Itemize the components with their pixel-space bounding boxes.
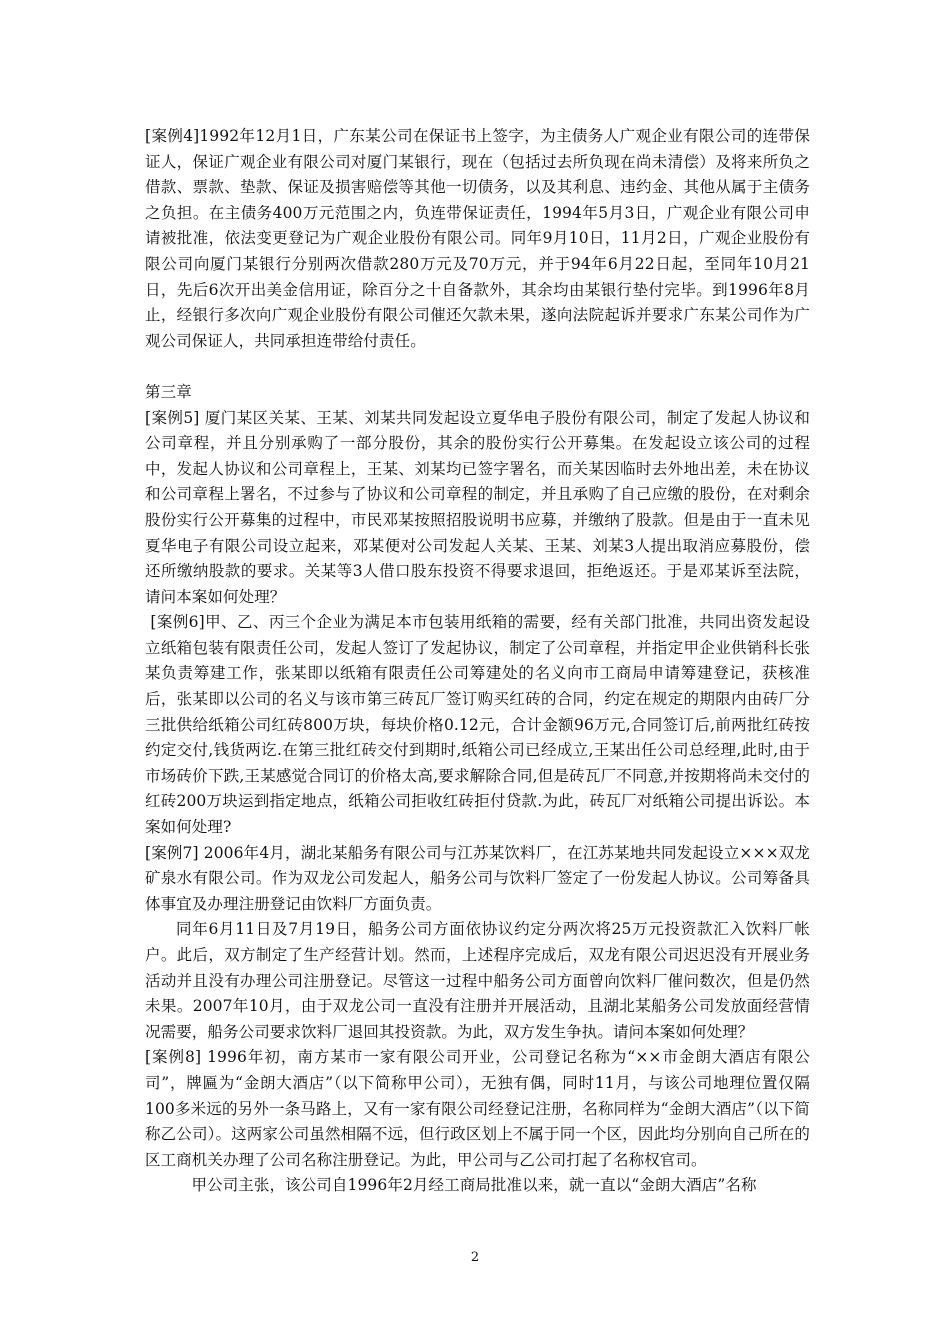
chapter-heading: 第三章 — [145, 382, 192, 401]
case-8-continuation-paragraph: 甲公司主张，该公司自1996年2月经工商局批准以来，就一直以“金朗大酒店”名称 — [191, 1176, 757, 1195]
case-5-paragraph: [案例5] 厦门某区关某、王某、刘某共同发起设立夏华电子股份有限公司，制定了发起人协议和公司章程，并且分别承购了一部分股份，其余的股份实行公开募集。在发起设立该公司的过程中，发起人协议和公司章程上，王某、刘某均已签字署名，而关某因临时去外地出差，未在协议和公司章程上署名，不过参与了协议和公司章程的制定，并且承购了自己应缴的股份，在对剩余股份实行公开募集的过程中，市民邓某按照招股说明书应募，并缴纳了股款。但是由于一直未见夏华电子有限公司设立起来，邓某便对公司发起人关某、王某、刘某3人提出取消应募股份，偿还所缴纳股款的要求。关某等3人借口股东投资不得要求退回，拒绝返还。于是邓某诉至法院，请问本案如何处理？ — [145, 408, 810, 606]
case-8-paragraph: [案例8] 1996年初，南方某市一家有限公司开业，公司登记名称为“××市金朗大酒店有限公司”，牌匾为“金朗大酒店”（以下简称甲公司），无独有偶，同时11月，与该公司地理位置仅隔100多米远的另外一条马路上，又有一家有限公司经登记注册，名称同样为“金朗大酒店”（以下简称乙公司）。这两家公司虽然相隔不远，但行政区划上不属于同一个区，因此均分别向自己所在的区工商机关办理了公司名称注册登记。为此，甲公司与乙公司打起了名称权官司。 — [145, 1048, 810, 1169]
case-7-continuation-paragraph: 同年6月11日及7月19日，船务公司方面依协议约定分两次将25万元投资款汇入饮料厂帐户。此后，双方制定了生产经营计划。然而，上述程序完成后，双龙有限公司迟迟没有开展业务活动并且没有办理公司注册登记。尽管这一过程中船务公司方面曾向饮料厂催问数次，但是仍然未果。2007年10月，由于双龙公司一直没有注册并开展活动，且湖北某船务公司发放面经营情况需要，船务公司要求饮料厂退回其投资款。为此，双方发生争执。请问本案如何处理？ — [145, 920, 810, 1041]
case-6-paragraph: [案例6]甲、乙、丙三个企业为满足本市包装用纸箱的需要，经有关部门批准，共同出资发起设立纸箱包装有限责任公司，发起人签订了发起协议，制定了公司章程，并指定甲企业供销科长张某负责筹建工作，张某即以纸箱有限责任公司筹建处的名义向市工商局申请筹建登记，获核准后，张某即以公司的名义与该市第三砖瓦厂签订购买红砖的合同，约定在规定的期限内由砖厂分三批供给纸箱公司红砖800万块，每块价格0.12元，合计金额96万元,合同签订后,前两批红砖按约定交付,钱货两讫.在第三批红砖交付到期时,纸箱公司已经成立,王某出任公司总经理,此时,由于市场砖价下跌,王某感觉合同订的价格太高,要求解除合同,但是砖瓦厂不同意,并按期将尚未交付的红砖200万块运到指定地点，纸箱公司拒收红砖拒付贷款.为此，砖瓦厂对纸箱公司提出诉讼。本案如何处理? — [145, 613, 810, 837]
case-7-paragraph: [案例7] 2006年4月，湖北某船务有限公司与江苏某饮料厂，在江苏某地共同发起设立×××双龙矿泉水有限公司。作为双龙公司发起人，船务公司与饮料厂签定了一份发起人协议。公司筹备具体事宜及办理注册登记由饮料厂方面负责。 — [145, 843, 810, 913]
case-4-paragraph: [案例4]1992年12月1日，广东某公司在保证书上签字，为主债务人广观企业有限公司的连带保证人，保证广观企业有限公司对厦门某银行，现在（包括过去所负现在尚未清偿）及将来所负之借款、票款、垫款、保证及损害赔偿等其他一切债务，以及其利息、违约金、其他从属于主债务之负担。在主债务400万元范围之内，负连带保证责任，1994年5月3日，广观企业有限公司申请被批准，依法变更登记为广观企业股份有限公司。同年9月10日，11月2日，广观企业股份有限公司向厦门某银行分别两次借款280万元及70万元，并于94年6月22日起，至同年10月21日，先后6次开出美金信用证，除百分之十自备款外，其余均由某银行垫付完毕。到1996年8月止，经银行多次向广观企业股份有限公司催还欠款未果，遂向法院起诉并要求广东某公司作为广观公司保证人，共同承担连带给付责任。 — [145, 127, 810, 350]
document-body — [145, 124, 810, 1199]
page-number: 2 — [470, 1250, 480, 1265]
